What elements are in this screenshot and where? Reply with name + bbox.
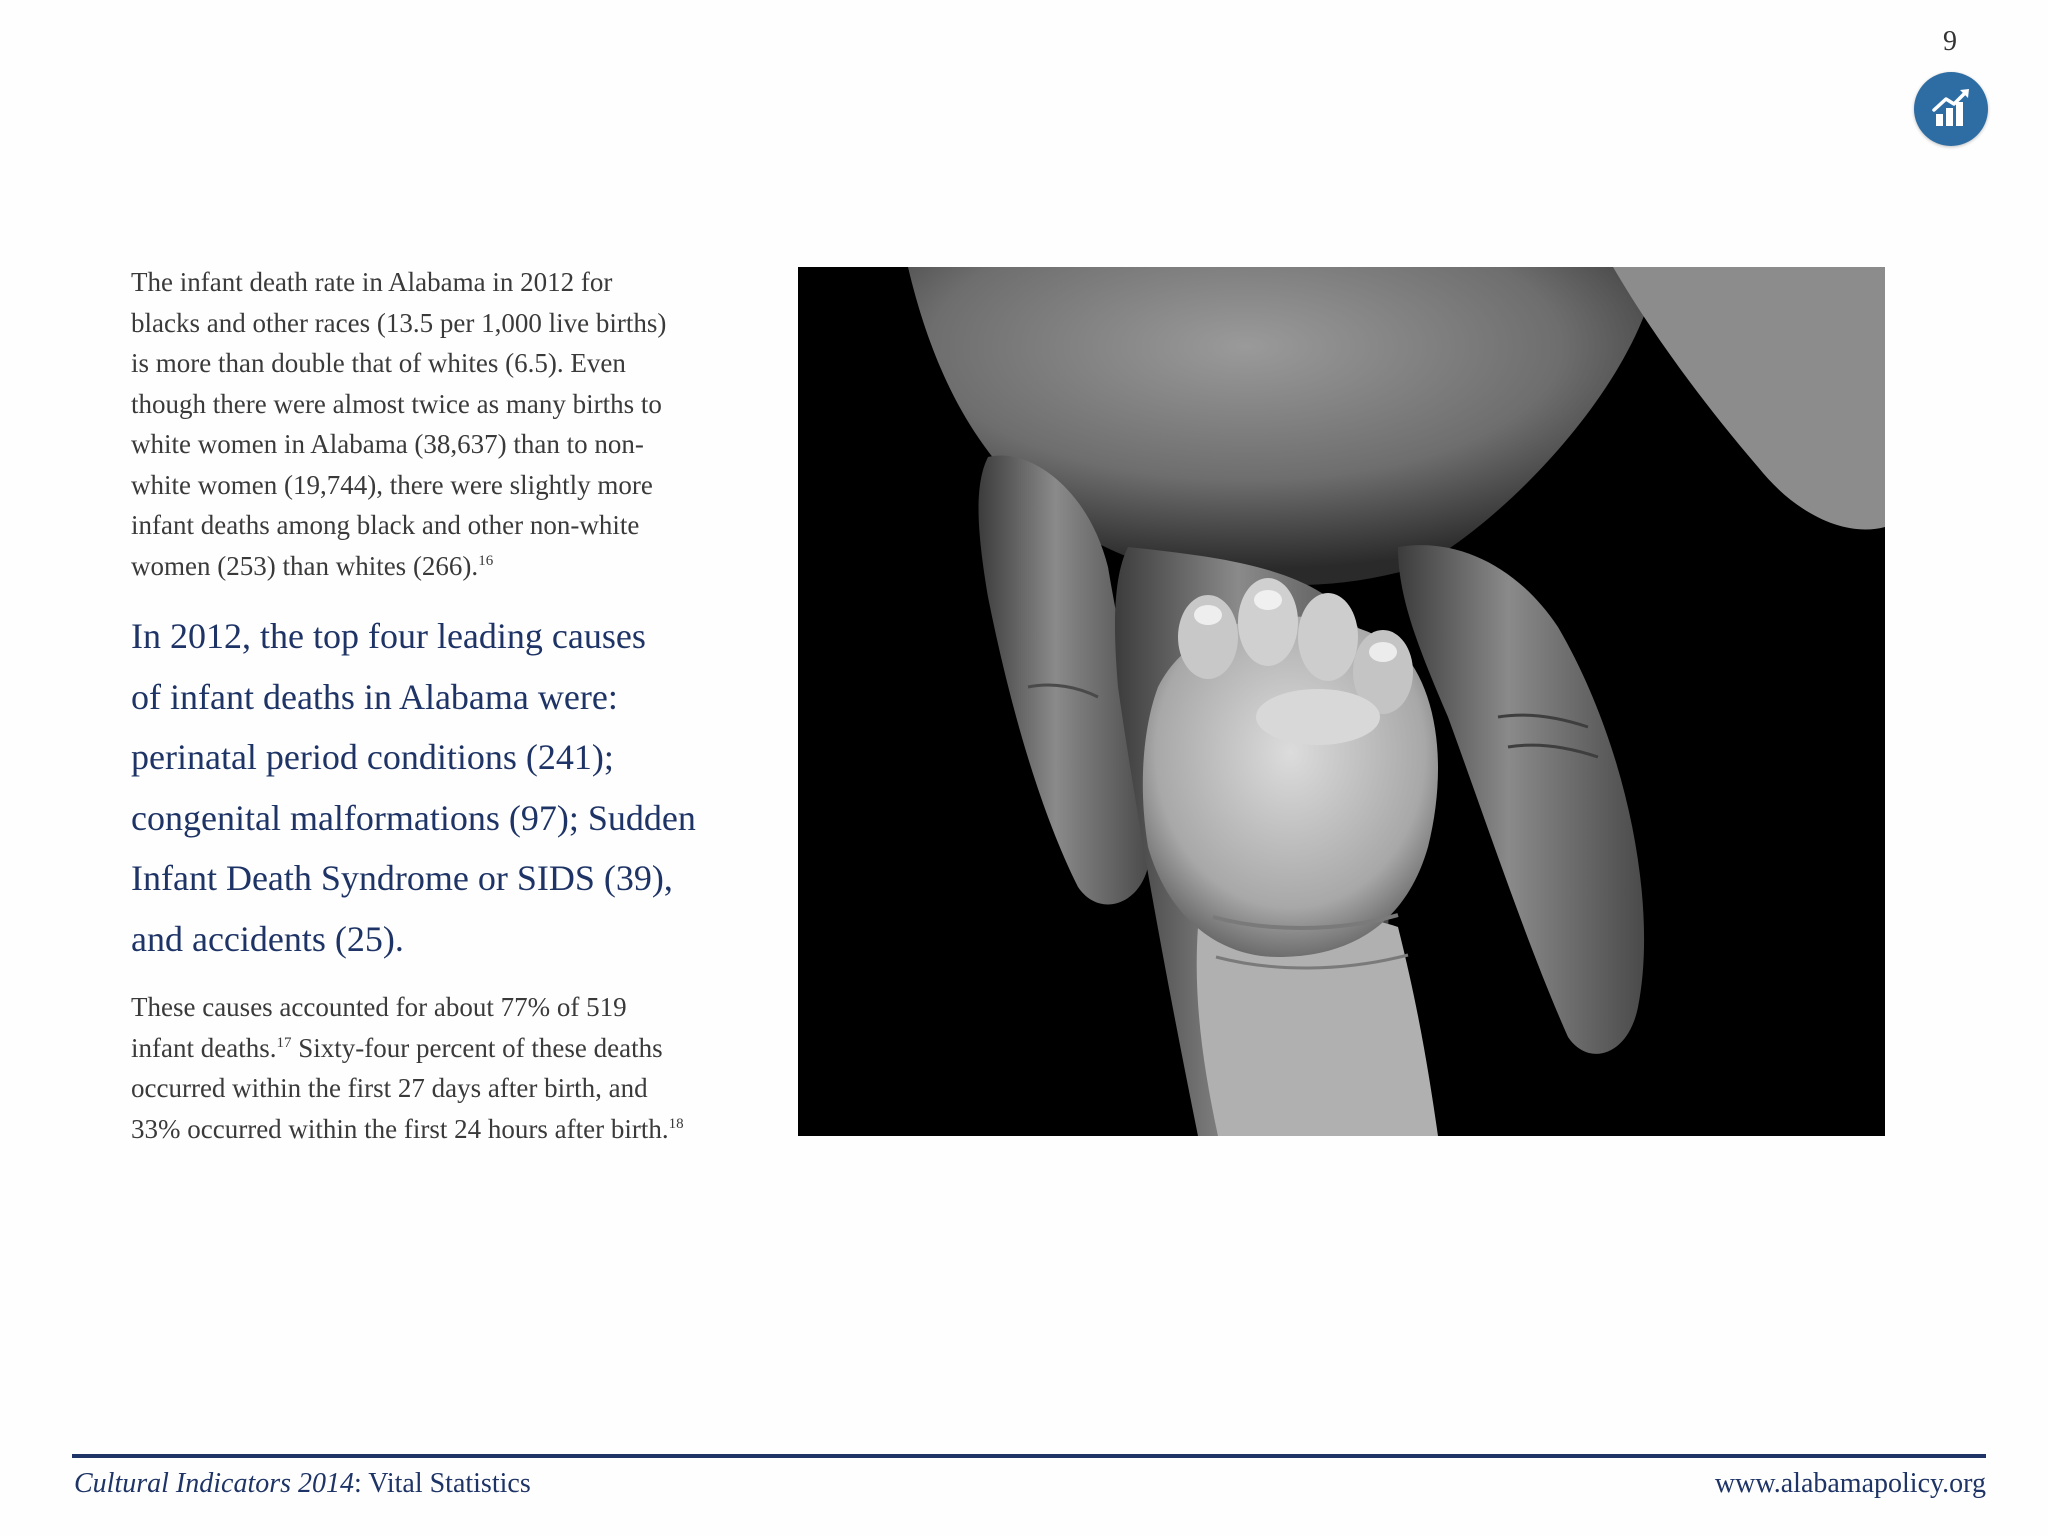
- baby-hand-photo: [798, 267, 1885, 1136]
- text-column: [131, 262, 721, 1149]
- footer-rule: [72, 1454, 1986, 1458]
- paragraph-infant-death-rate: The infant death rate in Alabama in 2012 for blacks and other races (13.5 per 1,000 live births) is more than double that of whites (6.5). Even though there were almost twice as many births to white women in Alabama (38,637) than to non- white women (19,744), there were slightly more infant deaths among black and other non-white women (253) than whites (266).$^{16}$: [131, 267, 667, 581]
- page-number: 9: [1943, 26, 1957, 57]
- footer-publication-title: Cultural Indicators 2014: Vital Statistics: [74, 1468, 531, 1499]
- footer-website-link[interactable]: www.alabamapolicy.org: [1714, 1468, 1986, 1499]
- footnote-ref-16[interactable]: 16: [478, 552, 494, 569]
- footnote-ref-17[interactable]: 17: [276, 1034, 292, 1051]
- paragraph-causes-accounted: These causes accounted for about 77% of 519 infant deaths.$^{17}$ Sixty-four percent of these deaths occurred within the first 27 days after birth, and 33% occurred within the first 24 hours after birth.$^{18}$: [131, 992, 684, 1144]
- bar-chart-growth-icon: [1914, 72, 1988, 146]
- pull-quote-leading-causes: In 2012, the top four leading causes of infant deaths in Alabama were: perinatal period conditions (241); congenital malformations (97); Sudden Infant Death Syndrome or SIDS (39), and accidents (25).: [131, 616, 696, 959]
- footnote-ref-18[interactable]: 18: [668, 1115, 684, 1132]
